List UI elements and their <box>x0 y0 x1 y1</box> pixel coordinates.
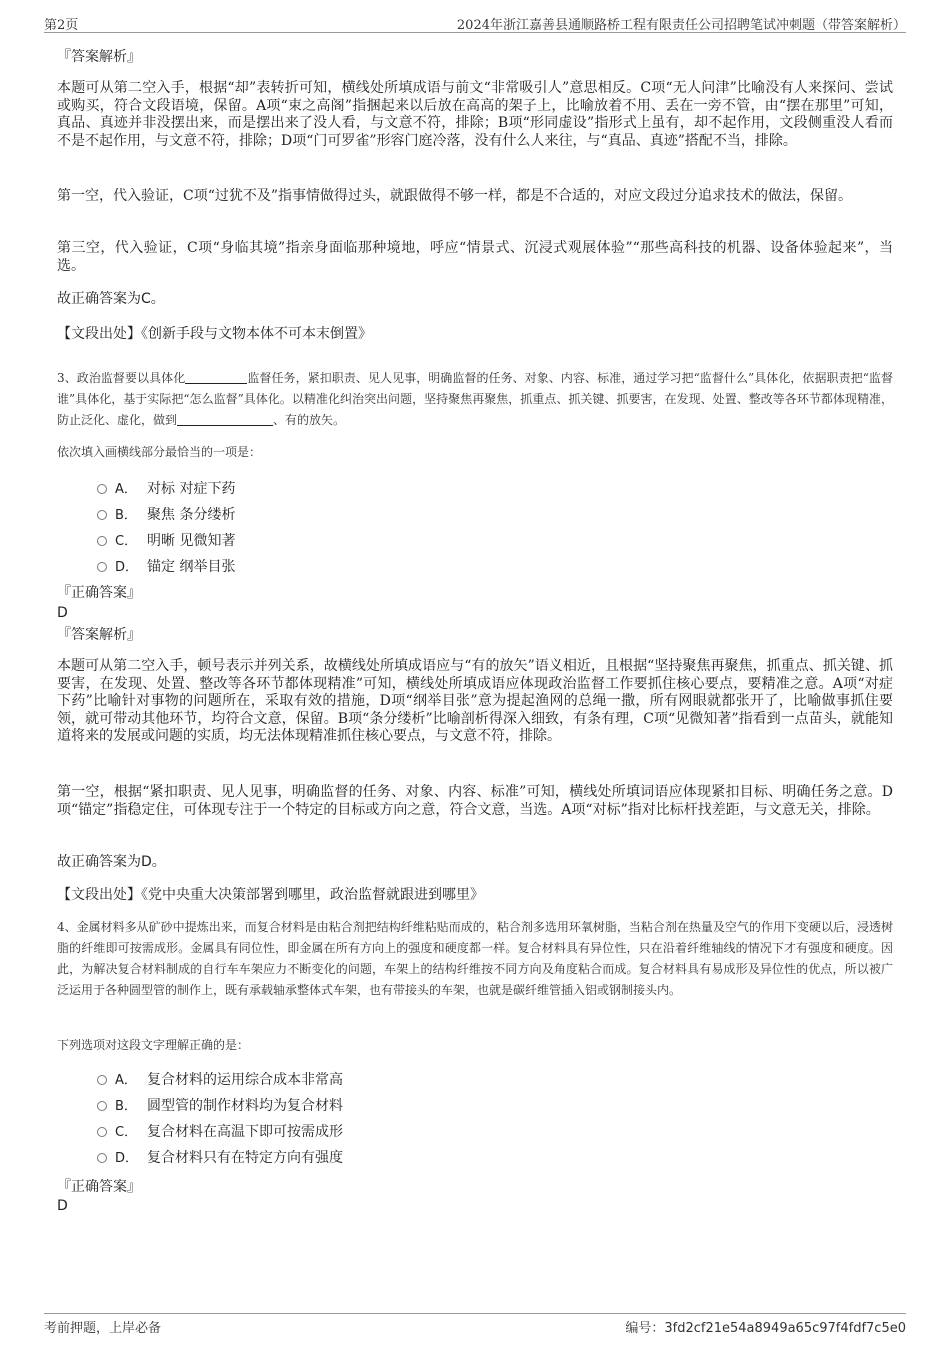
analysis-paragraph: 第一空，代入验证，C项“过犹不及”指事情做得过头，就跟做得不够一样，都是不合适的，对应文段过分追求技术的做法，保留。 <box>57 188 853 204</box>
option-text: 圆型管的制作材料均为复合材料 <box>147 1098 343 1114</box>
option-text: 复合材料在高温下即可按需成形 <box>147 1124 343 1140</box>
radio-icon[interactable] <box>97 1127 107 1137</box>
option-letter: B． <box>115 508 137 523</box>
option-letter: A． <box>115 482 137 497</box>
conclusion: 故正确答案为D。 <box>57 854 166 870</box>
analysis-tag: 『答案解析』 <box>57 49 141 65</box>
code-label: 编号： <box>625 1321 665 1336</box>
option-letter: D． <box>115 1151 139 1166</box>
question-stem <box>57 368 893 431</box>
stem-text: 监督任务，紧扣职责、见人见事，明确监督的任务、对象、内容、标准，通过学习把“监督什么”具体化，依据职责把“监督谁”具体化，基于实际把“怎么监督”具体化。以精准化纠治突出问题，坚持聚焦再聚焦，抓重点、抓关键、抓要害，在发现、处置、整改等各环节都体现精准，防止泛化、虚化，做到 <box>57 371 893 427</box>
option-b[interactable] <box>97 506 235 525</box>
option-c[interactable] <box>97 532 235 551</box>
correct-answer: D <box>57 605 68 621</box>
radio-icon[interactable] <box>97 536 107 546</box>
analysis-paragraph: 第一空，根据“紧扣职责、见人见事，明确监督的任务、对象、内容、标准”可知，横线处所填词语应体现紧扣目标、明确任务之意。D项“锚定”指稳定住，可体现专注于一个特定的目标或方向之意，符合文意，当选。A项“对标”指对比标杆找差距，与文意无关，排除。 <box>57 784 893 818</box>
radio-icon[interactable] <box>97 1101 107 1111</box>
analysis-tag: 『答案解析』 <box>57 627 141 643</box>
correct-answer: D <box>57 1198 68 1214</box>
option-text: 复合材料的运用综合成本非常高 <box>147 1072 343 1088</box>
option-letter: A． <box>115 1073 137 1088</box>
option-letter: C． <box>115 1125 138 1140</box>
option-text: 锚定 纲举目张 <box>147 559 236 575</box>
option-a[interactable] <box>97 1071 343 1090</box>
option-d[interactable] <box>97 1149 343 1168</box>
option-letter: C． <box>115 534 138 549</box>
option-a[interactable] <box>97 480 235 499</box>
radio-icon[interactable] <box>97 1153 107 1163</box>
option-letter: B． <box>115 1099 137 1114</box>
option-d[interactable] <box>97 558 235 577</box>
answer-tag: 『正确答案』 <box>57 1179 141 1195</box>
footer-slogan: 考前押题，上岸必备 <box>44 1321 162 1336</box>
stem-text: 、有的放矢。 <box>273 413 346 427</box>
option-b[interactable] <box>97 1097 343 1116</box>
question-prompt: 下列选项对这段文字理解正确的是： <box>57 1038 250 1052</box>
source-citation: 【文段出处】《党中央重大决策部署到哪里，政治监督就跟进到哪里》 <box>57 887 484 903</box>
analysis-paragraph: 本题可从第二空入手，顿号表示并列关系，故横线处所填成语应与“有的放矢”语义相近，且根据“坚持聚焦再聚焦，抓重点、抓关键、抓要害，在发现、处置、整改等各环节都体现精准”可知，横线处所填成语应体现政治监督工作要抓住核心要点，要精准之意。A项“对症下药”比喻针对事物的问题所在，采取有效的措施，D项“纲举目张”意为提起渔网的总绳一撒，所有网眼就都张开了，比喻做事抓住要领，就可带动其他环节，均符合文意，保留。B项“条分缕析”比喻剖析得深入细致，有条有理，C项“见微知著”指看到一点苗头，就能知道将来的发展或问题的实质，均无法体现精准抓住核心要点，与文意不符，排除。 <box>57 658 893 744</box>
code-value: 3fd2cf21e54a8949a65c97f4fdf7c5e0 <box>664 1321 906 1336</box>
option-c[interactable] <box>97 1123 343 1142</box>
conclusion: 故正确答案为C。 <box>57 291 165 307</box>
radio-icon[interactable] <box>97 484 107 494</box>
question-prompt: 依次填入画横线部分最恰当的一项是： <box>57 445 262 459</box>
fill-blank <box>177 411 273 426</box>
option-text: 聚焦 条分缕析 <box>147 507 236 523</box>
analysis-paragraph: 本题可从第二空入手，根据“却”表转折可知，横线处所填成语与前文“非常吸引人”意思相反。C项“无人问津”比喻没有人来探问、尝试或购买，符合文段语境，保留。A项“束之高阁”指捆起来以后放在高高的架子上，比喻放着不用、丢在一旁不管，由“摆在那里”可知，真品、真迹并非没摆出来，而是摆出来了没人看，与文意不符，排除；B项“形同虚设”指形式上虽有，却不起作用，文段侧重没人看而不是不起作用，与文意不符，排除；D项“门可罗雀”形容门庭冷落，没有什么人来往，与“真品、真迹”搭配不当，排除。 <box>57 80 893 149</box>
question-stem: 4、金属材料多从矿砂中提炼出来，而复合材料是由粘合剂把结构纤维粘贴而成的，粘合剂多选用环氧树脂，当粘合剂在热量及空气的作用下变硬以后，浸透树脂的纤维即可按需成形。金属具有同位性，即金属在所有方向上的强度和硬度都一样。复合材料具有异位性，只在沿着纤维轴线的情况下才有强度和硬度。因此，为解决复合材料制成的自行车车架应力不断变化的问题，车架上的结构纤维按不同方向及角度粘合而成。复合材料具有易成形及异位性的优点，所以被广泛运用于各种圆型管的制作上，既有承载轴承整体式车架，也有带接头的车架，也就是碳纤维管插入铝或钢制接头内。 <box>57 920 893 997</box>
page-header <box>44 12 906 33</box>
page-number: 第2页 <box>44 18 79 33</box>
answer-tag: 『正确答案』 <box>57 585 141 601</box>
radio-icon[interactable] <box>97 510 107 520</box>
option-text: 对标 对症下药 <box>147 481 236 497</box>
analysis-paragraph: 第三空，代入验证，C项“身临其境”指亲身面临那种境地，呼应“情景式、沉浸式观展体验”“那些高科技的机器、设备体验起来”，当选。 <box>57 240 893 274</box>
option-text: 明晰 见微知著 <box>147 533 236 549</box>
fill-blank <box>185 369 247 384</box>
page-footer <box>44 1313 906 1336</box>
radio-icon[interactable] <box>97 562 107 572</box>
source-citation: 【文段出处】《创新手段与文物本体不可本末倒置》 <box>57 326 372 342</box>
document-code <box>625 1317 906 1336</box>
radio-icon[interactable] <box>97 1075 107 1085</box>
stem-text: 3、政治监督要以具体化 <box>57 371 186 385</box>
option-letter: D． <box>115 560 139 575</box>
document-title: 2024年浙江嘉善县通顺路桥工程有限责任公司招聘笔试冲刺题（带答案解析） <box>456 18 906 33</box>
option-text: 复合材料只有在特定方向有强度 <box>147 1150 343 1166</box>
